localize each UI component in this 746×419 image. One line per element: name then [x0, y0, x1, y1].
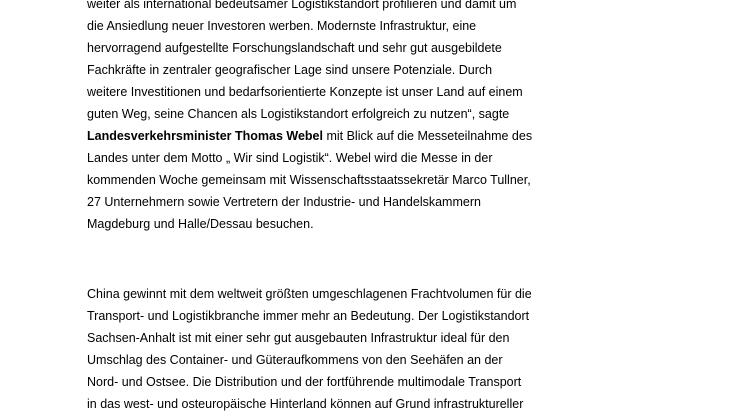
- text-line: hervorragend aufgestellte Forschungslandschaft und sehr gut ausgebildete: [87, 41, 502, 55]
- text-line: Magdeburg und Halle/Dessau besuchen.: [87, 217, 314, 231]
- text-line: kommenden Woche gemeinsam mit Wissenschaftsstaatssekretär Marco Tullner,: [87, 173, 531, 187]
- text-line: in das west- und osteuropäische Hinterland können auf Grund infrastruktureller: [87, 397, 524, 411]
- text-line: weitere Investitionen und bedarfsorientierte Konzepte ist unser Land auf einem: [87, 85, 523, 99]
- text-line: [87, 125, 607, 147]
- text-line: weiter als international bedeutsamer Logistikstandort profilieren und damit um: [87, 0, 517, 11]
- text-line: China gewinnt mit dem weltweit größten umgeschlagenen Frachtvolumen für die: [87, 287, 532, 301]
- paragraph-china-logistik: [87, 283, 607, 415]
- text-line: Nord- und Ostsee. Die Distribution und der fortführende multimodale Transport: [87, 375, 522, 389]
- text-line: Fachkräfte in zentraler geografischer Lage sind unsere Potenziale. Durch: [87, 63, 493, 77]
- text-line: Landes unter dem Motto „ Wir sind Logistik“. Webel wird die Messe in der: [87, 151, 493, 165]
- text-line: Transport- und Logistikbranche immer mehr an Bedeutung. Der Logistikstandort: [87, 309, 530, 323]
- text-line: Sachsen-Anhalt ist mit einer sehr gut ausgebauten Infrastruktur ideal für den: [87, 331, 510, 345]
- text-line: 27 Unternehmern sowie Vertretern der Industrie- und Handelskammern: [87, 195, 481, 209]
- text-line: Umschlag des Container- und Güteraufkommens von den Seehäfen an der: [87, 353, 503, 367]
- text-line: guten Weg, seine Chancen als Logistikstandort erfolgreich zu nutzen“, sagte: [87, 107, 510, 121]
- text-line: die Ansiedlung neuer Investoren werben. Modernste Infrastruktur, eine: [87, 19, 477, 33]
- text-line-rest: mit Blick auf die Messeteilnahme des: [322, 129, 533, 143]
- paragraph-messeteilnahme: [87, 0, 607, 235]
- minister-name-bold: Landesverkehrsminister Thomas Webel: [87, 129, 323, 143]
